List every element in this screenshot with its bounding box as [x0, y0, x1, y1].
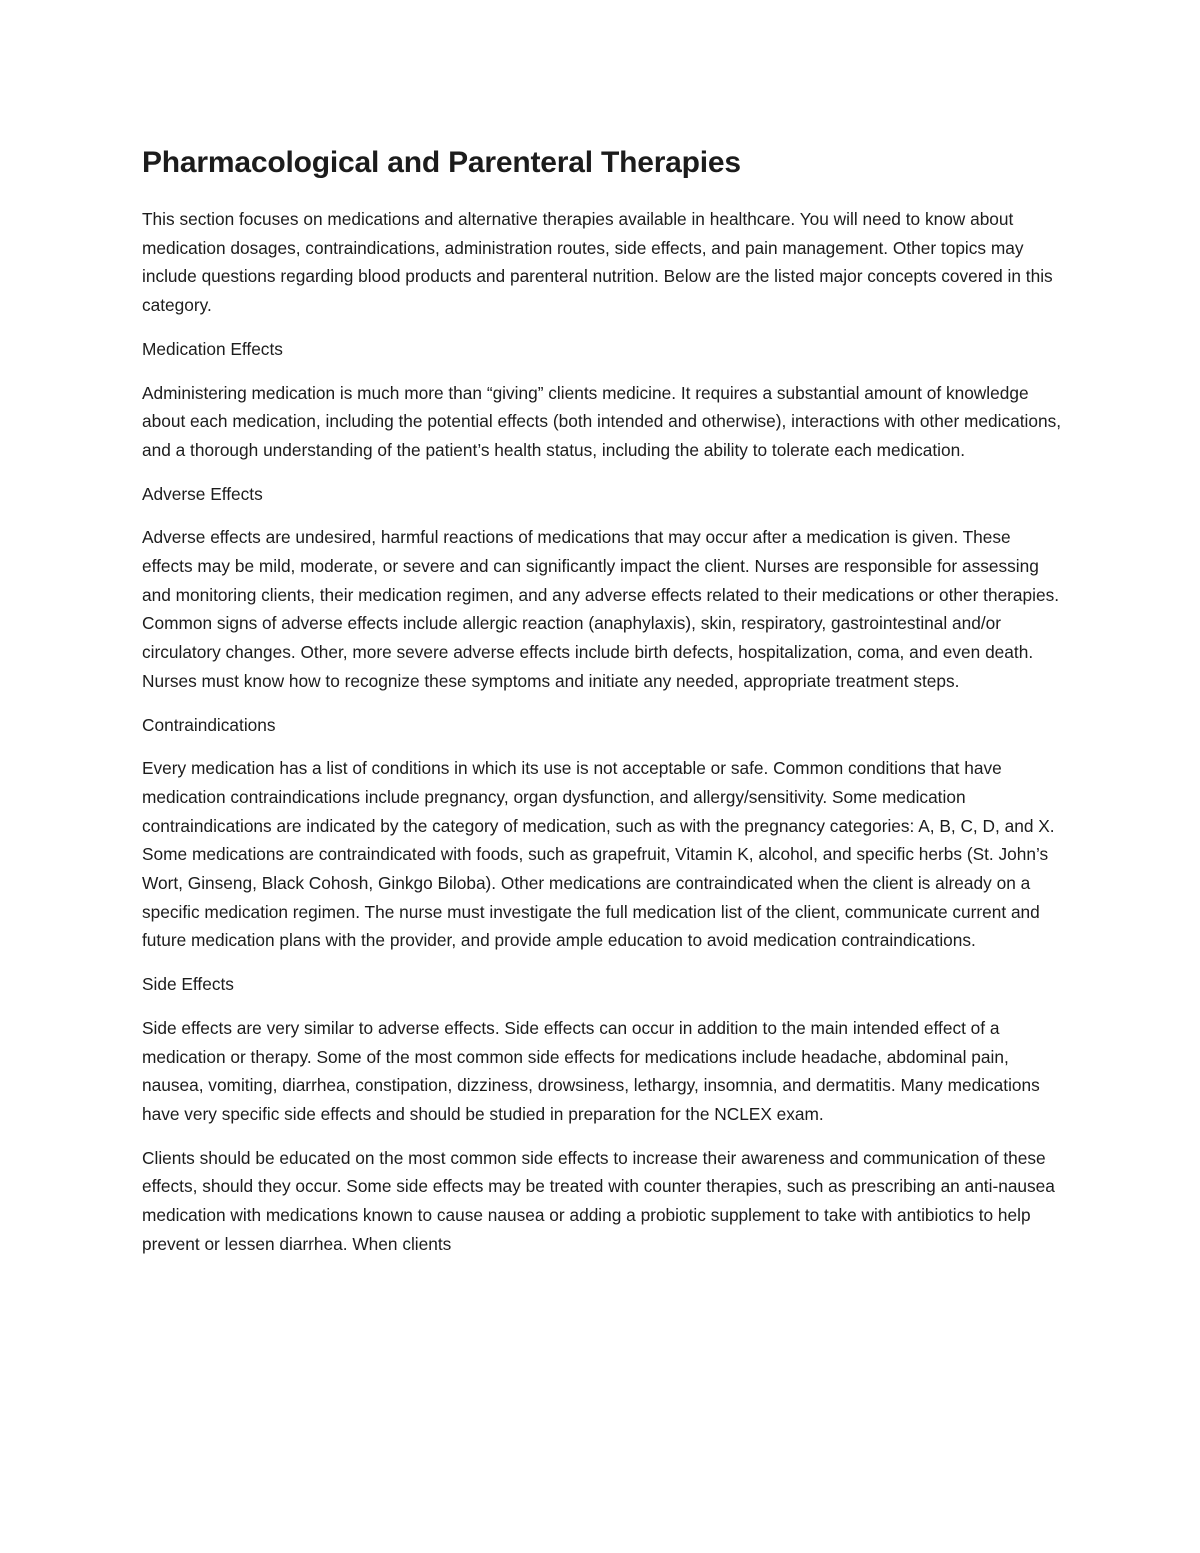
- section-heading-medication-effects: Medication Effects: [142, 338, 283, 359]
- contraindications-paragraph: Every medication has a list of conditions in which its use is not acceptable or safe. Common conditions that have medication contraindications include pregnancy, organ dysfunction, and allergy/sensitivity. Some medication contraindications are indicated by the category of medication, such as with the pregnancy categories: A, B, C, D, and X. Some medications are contraindicated with foods, such as grapefruit, Vitamin K, alcohol, and specific herbs (St. John’s Wort, Ginseng, Black Cohosh, Ginkgo Biloba). Other medications are contraindicated when the client is already on a specific medication regimen. The nurse must investigate the full medication list of the client, communicate current and future medication plans with the provider, and provide ample education to avoid medication contraindications.: [142, 758, 1055, 951]
- intro-paragraph: This section focuses on medications and alternative therapies available in healthcare. You will need to know about medication dosages, contraindications, administration routes, side effects, and pain management. Other topics may include questions regarding blood products and parenteral nutrition. Below are the listed major concepts covered in this category.: [142, 209, 1053, 316]
- section-heading-adverse-effects: Adverse Effects: [142, 483, 263, 504]
- document-body: [142, 143, 1064, 1274]
- page-title: Pharmacological and Parenteral Therapies: [142, 146, 741, 179]
- adverse-effects-paragraph: Adverse effects are undesired, harmful reactions of medications that may occur after a medication is given. These effects may be mild, moderate, or severe and can significantly impact the client. Nurses are responsible for assessing and monitoring clients, their medication regimen, and any adverse effects related to their medications or other therapies. Common signs of adverse effects include allergic reaction (anaphylaxis), skin, respiratory, gastrointestinal and/or circulatory changes. Other, more severe adverse effects include birth defects, hospitalization, coma, and even death. Nurses must know how to recognize these symptoms and initiate any needed, appropriate treatment steps.: [142, 527, 1060, 691]
- medication-effects-paragraph: Administering medication is much more than “giving” clients medicine. It requires a substantial amount of knowledge about each medication, including the potential effects (both intended and otherwise), interactions with other medications, and a thorough understanding of the patient’s health status, including the ability to tolerate each medication.: [142, 382, 1062, 460]
- section-heading-side-effects: Side Effects: [142, 974, 234, 995]
- side-effects-paragraph: Side effects are very similar to adverse effects. Side effects can occur in addition to the main intended effect of a medication or therapy. Some of the most common side effects for medications include headache, abdominal pain, nausea, vomiting, diarrhea, constipation, dizziness, drowsiness, lethargy, insomnia, and dermatitis. Many medications have very specific side effects and should be studied in preparation for the NCLEX exam.: [142, 1017, 1040, 1124]
- section-heading-contraindications: Contraindications: [142, 714, 276, 735]
- side-effects-education-paragraph: Clients should be educated on the most common side effects to increase their awareness and communication of these effects, should they occur. Some side effects may be treated with counter therapies, such as prescribing an anti-nausea medication with medications known to cause nausea or adding a probiotic supplement to take with antibiotics to help prevent or lessen diarrhea. When clients: [142, 1147, 1055, 1254]
